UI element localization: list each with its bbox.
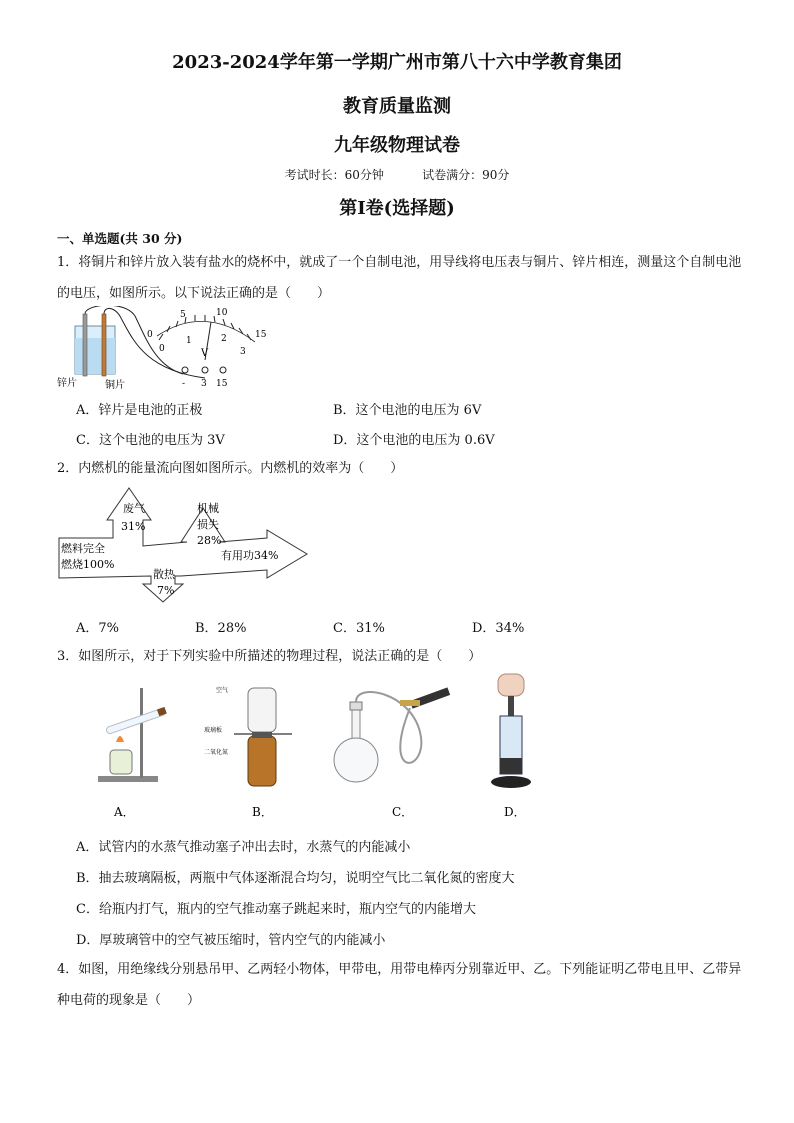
terminal-3 (202, 367, 208, 373)
terminal-negative (182, 367, 188, 373)
mech-label-1: 机械 (197, 502, 219, 515)
q2-option-d: D．34% (472, 621, 525, 636)
exam-info: 考试时长：60分钟 试卷满分：90分 (284, 168, 510, 182)
q3-option-d: D．厚玻璃管中的空气被压缩时，管内空气的内能减小 (76, 933, 386, 948)
volume-title: 第Ⅰ卷(选择题) (339, 198, 455, 219)
scale-upper-15: 15 (255, 330, 267, 340)
q2-option-c: C．31% (333, 621, 385, 636)
q3-experiments-figure (80, 672, 540, 824)
fuel-label-1: 燃料完全 (61, 542, 105, 555)
q2-energy-flow-diagram (57, 486, 312, 604)
heat-percent: 7% (157, 584, 175, 597)
q1-option-d: D．这个电池的电压为 0.6V (333, 433, 495, 448)
scale-lower-2: 2 (221, 334, 227, 344)
figure-label-d: D． (504, 805, 526, 819)
q2-option-a: A．7% (76, 621, 120, 636)
mech-label-2: 损失 (197, 518, 219, 531)
exhaust-label: 废气 (123, 502, 145, 515)
b-label-air: 空气 (216, 687, 229, 694)
terminal-label-neg: - (182, 379, 186, 389)
copper-label: 铜片 (105, 380, 125, 391)
experiment-a-steam (98, 688, 167, 782)
fuel-label-2: 燃烧100% (61, 558, 115, 571)
heat-label: 散热 (153, 568, 175, 581)
unit-label: V (201, 348, 209, 359)
copper-plate (102, 314, 106, 376)
b-label-glass: 玻璃板 (204, 727, 223, 734)
terminal-15 (220, 367, 226, 373)
q2-option-b: B．28% (195, 621, 247, 636)
scale-lower-1: 1 (186, 336, 192, 346)
q3-option-b: B．抽去玻璃隔板，两瓶中气体逐渐混合均匀，说明空气比二氧化氮的密度大 (76, 871, 515, 886)
exam-title-line2: 教育质量监测 (343, 96, 451, 117)
q1-option-a: A．锌片是电池的正极 (76, 403, 203, 418)
figure-label-a: A． (114, 805, 135, 819)
zinc-label: 锌片 (57, 378, 77, 389)
q1-voltmeter-figure (55, 306, 285, 394)
useful-label: 有用功34% (221, 549, 279, 562)
b-label-no2: 二氧化氮 (204, 749, 229, 756)
beaker (75, 326, 115, 374)
scale-upper-5: 5 (180, 310, 186, 320)
exam-title-line1: 2023-2024学年第一学期广州市第八十六中学教育集团 (172, 52, 622, 73)
terminal-label-15: 15 (216, 379, 228, 389)
figure-label-b: B． (252, 805, 273, 819)
terminal-label-3: 3 (201, 379, 207, 389)
question-4-stem: 4．如图，用绝缘线分别悬吊甲、乙两轻小物体，甲带电，用带电棒丙分别靠近甲、乙。下列能证明乙带电且甲、乙带异种电荷的现象是（ ） (57, 962, 742, 1008)
exhaust-percent: 31% (121, 520, 146, 533)
question-3-stem: 3．如图所示，对于下列实验中所描述的物理过程，说法正确的是（ ） (57, 649, 482, 664)
scale-lower-0: 0 (159, 344, 165, 354)
question-1-stem: 1．将铜片和锌片放入装有盐水的烧杯中，就成了一个自制电池，用导线将电压表与铜片、锌片相连，测量这个自制电池的电压，如图所示。以下说法正确的是（ ） (57, 255, 742, 301)
scale-upper-10: 10 (216, 308, 228, 318)
experiment-c-flask (334, 687, 450, 782)
q1-option-c: C．这个电池的电压为 3V (76, 433, 225, 448)
q1-option-b: B．这个电池的电压为 6V (333, 403, 482, 418)
experiment-b-diffusion (234, 688, 292, 786)
q3-option-c: C．给瓶内打气，瓶内的空气推动塞子跳起来时，瓶内空气的内能增大 (76, 902, 476, 917)
question-2-stem: 2．内燃机的能量流向图如图所示。内燃机的效率为（ ） (57, 461, 404, 476)
scale-upper-0: 0 (147, 330, 153, 340)
experiment-d-compression (491, 674, 531, 788)
q3-option-a: A．试管内的水蒸气推动塞子冲出去时，水蒸气的内能减小 (76, 840, 411, 855)
scale-lower-3: 3 (240, 347, 246, 357)
mech-percent: 28% (197, 534, 222, 547)
figure-label-c: C． (392, 805, 414, 819)
section-heading: 一、单选题(共 30 分) (57, 231, 183, 246)
exam-title-line3: 九年级物理试卷 (334, 135, 460, 156)
zinc-plate (83, 314, 87, 376)
